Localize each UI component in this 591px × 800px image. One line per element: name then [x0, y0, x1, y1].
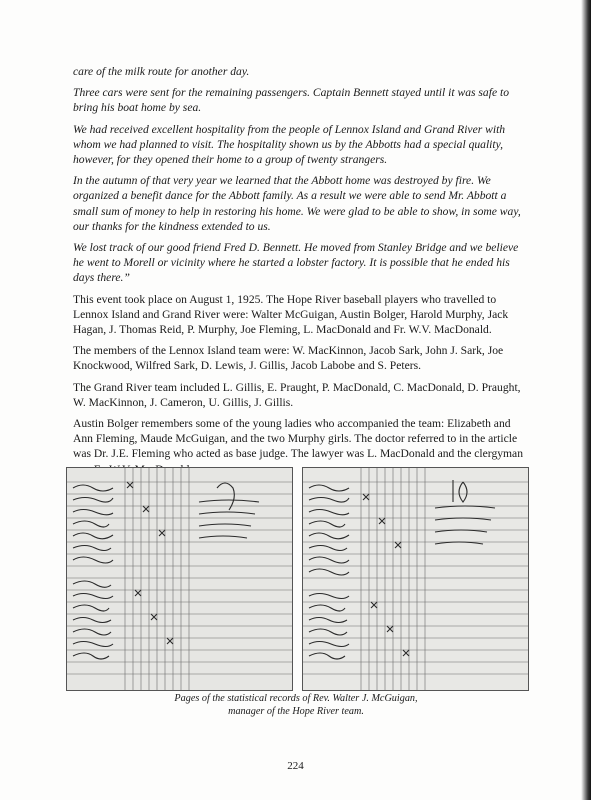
scorebook-left-drawing: [67, 468, 292, 690]
paragraph-3: We had received excellent hospitality from the people of Lennox Island and Grand River with whom we had planned to visit. The hospitality shown us by the Abbotts had a special quality, however, for they opened their home to a group of twenty strangers.: [73, 122, 506, 167]
page-number: 224: [287, 760, 304, 772]
paragraph-4: In the autumn of that very year we learned that the Abbott home was destroyed by fire. We organized a benefit dance for the Abbott family. As a result we were able to send Mr. Abbott a small sum of money to help in restoring his home. We were glad to be able to show, in some way, our thanks for the kindness extended to us.: [73, 174, 521, 233]
paragraph-2: Three cars were sent for the remaining passengers. Captain Bennett stayed until it was safe to bring his boat home by sea.: [73, 86, 510, 115]
figure-caption: [66, 692, 526, 718]
page-edge-shadow: [581, 0, 591, 800]
paragraph-1: care of the milk route for another day.: [73, 65, 250, 78]
paragraph-5: We lost track of our good friend Fred D. Bennett. He moved from Stanley Bridge and we believe he went to Morell or vicinity where he started a lobster factory. It is possible that he ended his days there.”: [73, 241, 519, 285]
caption-line-2: manager of the Hope River team.: [228, 706, 364, 717]
paragraph-6: This event took place on August 1, 1925. The Hope River baseball players who travelled to Lennox Island and Grand River were: Walter McGuigan, Austin Bolger, Harold Murphy, Jack Hagan, J. Thomas Reid, P. Murphy, Joe Fleming, L. MacDonald and Fr. W.V. MacDonald.: [73, 292, 509, 337]
scorebook-page-photo-left: [66, 467, 293, 691]
body-text: [73, 64, 525, 483]
paragraph-8: The Grand River team included L. Gillis, E. Praught, P. MacDonald, C. MacDonald, D. Praught, W. MacKinnon, J. Cameron, U. Gillis, J. Gillis.: [73, 380, 521, 409]
scorebook-right-drawing: [303, 468, 528, 690]
scorebook-figures: [66, 467, 526, 692]
scorebook-page-photo-right: [302, 467, 529, 691]
caption-line-1: Pages of the statistical records of Rev. Walter J. McGuigan,: [174, 693, 418, 704]
paragraph-9: Austin Bolger remembers some of the young ladies who accompanied the team: Elizabeth and Ann Fleming, Maude McGuigan, and the two Murphy girls. The doctor referred to in the article was Dr. J.E. Fleming who acted as base judge. The lawyer was L. MacDonald and the clergyman: [73, 417, 523, 461]
paragraph-7: The members of the Lennox Island team were: W. MacKinnon, Jacob Sark, John J. Sark, Joe Knockwood, Wilfred Sark, D. Lewis, J. Gillis, Jacob Labobe and S. Peters.: [73, 344, 504, 373]
